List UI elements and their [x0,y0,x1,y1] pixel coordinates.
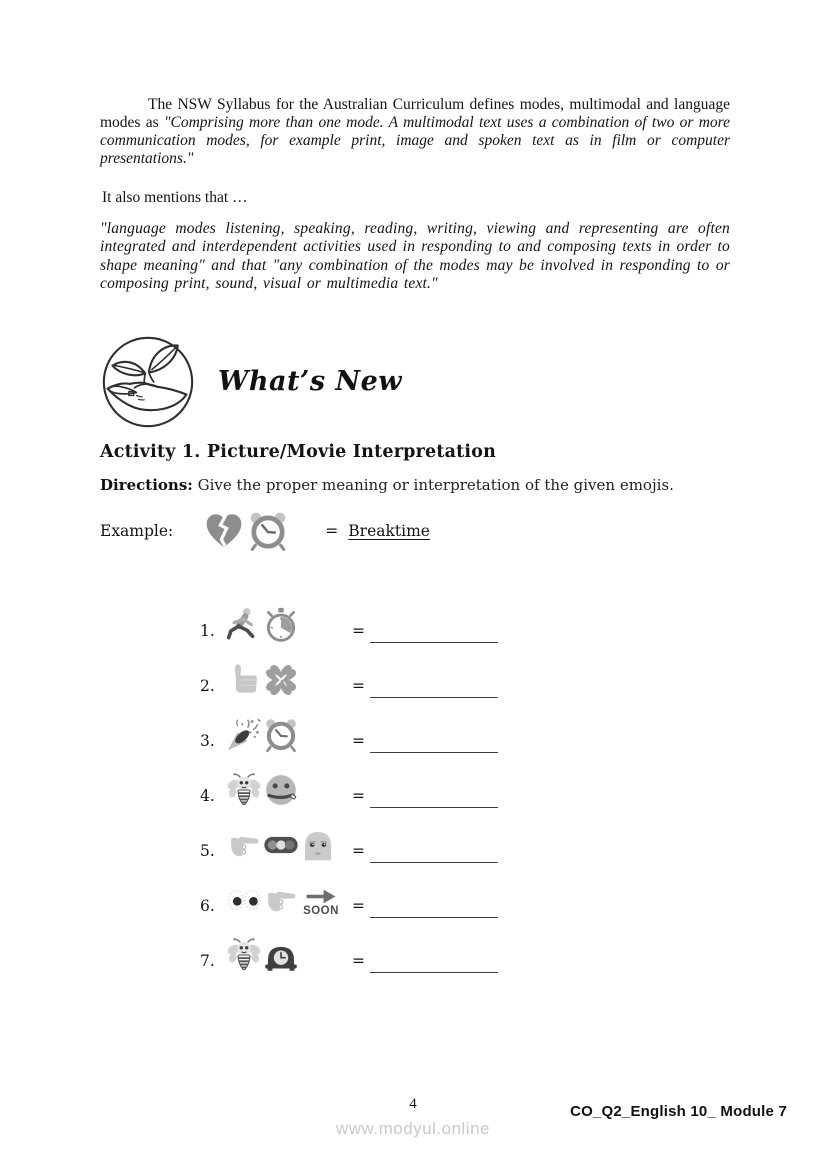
activity-item [200,918,730,973]
syllabus-quote-paragraph: "language modes listening, speaking, reading, writing, viewing and representing are often integrated and interdependent activities used in responding to and composing texts in order to shape meaning" and that "any combination of the modes may be involved in responding to or composing print, sound, visual or multimedia text." [100,219,730,293]
section-title: What’s New [218,366,403,398]
activity-item [200,643,730,698]
eyes-icon [226,882,262,918]
activity-item [200,863,730,918]
party-popper-icon [226,717,262,753]
directions [100,476,730,494]
whats-new-section [100,334,730,430]
hand-seedling-icon [100,334,196,430]
bee-icon [226,937,262,973]
traffic-light-icon [263,827,299,863]
pointing-right-icon [226,827,262,863]
runner-icon [226,607,262,643]
four-leaf-clover-icon [263,662,299,698]
equals-sign: = [352,731,365,750]
example-answer: Breaktime [348,521,430,540]
mentions-line: It also mentions that … [102,188,248,206]
answer-blank [370,836,498,863]
module-label: CO_Q2_English 10_ Module 7 [570,1103,787,1120]
mantel-clock-icon [263,937,299,973]
alarm-clock-icon [247,510,289,552]
answer-blank [370,726,498,753]
example-row [100,510,730,552]
directions-text: Give the proper meaning or interpretation of the given emojis. [192,475,674,494]
activity-item [200,588,730,643]
page-number: 4 [409,1096,417,1112]
item-number: 5. [200,841,215,860]
answer-blank [370,891,498,918]
example-icons [203,510,291,552]
bald-face-icon [300,827,336,863]
thumbs-up-icon [226,662,262,698]
item-number: 1. [200,621,215,640]
item-number: 2. [200,676,215,695]
equals-sign: = [352,621,365,640]
item-number: 6. [200,896,215,915]
equals-sign: = [352,841,365,860]
page-content [100,96,730,973]
item-icons [226,607,348,643]
equals-sign: = [352,896,365,915]
activity-item [200,753,730,808]
equals-sign: = [352,786,365,805]
item-icons [226,827,348,863]
activity-items [200,588,730,973]
activity-item [200,698,730,753]
zipper-mouth-face-icon [263,772,299,808]
intro-paragraph [100,96,730,169]
bee-icon [226,772,262,808]
example-label: Example: [100,521,174,540]
answer-blank [370,946,498,973]
stopwatch-icon [263,607,299,643]
item-icons [226,772,348,808]
directions-label: Directions: [100,475,193,494]
item-icons [226,717,348,753]
item-icons [226,882,348,918]
item-number: 3. [200,731,215,750]
broken-heart-icon [203,510,245,552]
alarm-clock-icon [263,717,299,753]
equals-sign: = [352,676,365,695]
item-number: 7. [200,951,215,970]
soon-label: SOON [303,905,339,918]
answer-blank [370,671,498,698]
intro-normal-text: The NSW Syllabus for the Australian Curriculum defines modes, multimodal and language modes as [100,96,730,132]
equals-sign: = [352,951,365,970]
item-icons [226,662,348,698]
activity-heading: Activity 1. Picture/Movie Interpretation [100,441,497,462]
answer-blank [370,781,498,808]
item-icons [226,937,348,973]
item-number: 4. [200,786,215,805]
equals-sign: = [325,521,339,540]
intro-quote-text: "Comprising more than one mode. A multimodal text uses a combination of two or more communication modes, for example print, image and spoken text as in film or computer presentations." [100,114,730,168]
watermark: www.modyul.online [335,1119,490,1138]
pointing-right-icon [263,882,299,918]
activity-item [200,808,730,863]
answer-blank [370,616,498,643]
soon-arrow-icon [300,888,342,918]
